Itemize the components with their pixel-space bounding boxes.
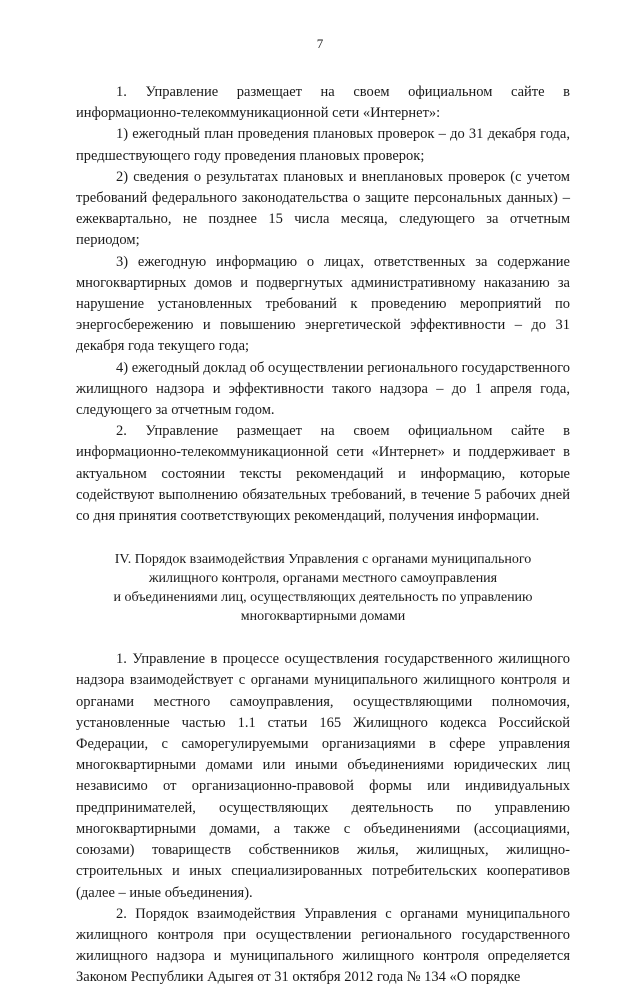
list-item: 3) ежегодную информацию о лицах, ответственных за содержание многоквартирных домов и подвергнутых административному наказанию за нарушение установленных требований к проведению мероприятий по энергосбережению и повышению энергетической эффективности – до 31 декабря года текущего года; [76,253,570,355]
heading-line: жилищного контроля, органами местного самоуправления [148,571,498,587]
list-item: 1) ежегодный план проведения плановых проверок – до 31 декабря года, предшествующего году проведения плановых проверок; [76,126,570,164]
paragraph: 2. Управление размещает на своем официальном сайте в информационно-телекоммуникационной сети «Интернет» и поддерживает в актуальном состоянии тексты рекомендаций и информацию, которые содействуют выполнению обязательных требований, в течение 5 рабочих дней со дня принятия соответствующих рекомендаций, получения информации. [76,423,570,525]
heading-line: IV. Порядок взаимодействия Управления с органами муниципального [114,552,532,568]
paragraph: 1. Управление размещает на своем официальном сайте в информационно-телекоммуникационной сети «Интернет»: [76,84,570,122]
heading-line: и объединениями лиц, осуществляющих деятельность по управлению [113,590,533,606]
heading-line: многоквартирными домами [240,609,406,625]
section-heading [76,550,570,626]
page-number: 7 [316,36,324,51]
paragraph: 1. Управление в процессе осуществления государственного жилищного надзора взаимодействует с органами муниципального жилищного контроля и органами местного самоуправления, осуществляющими полномочия, установленные частью 1.1 статьи 165 Жилищного кодекса Российской Федерации, с саморегулируемыми организациями в сфере управления многоквартирными домами или иными объединениями юридических лиц независимо от организационно-правовой формы или индивидуальных предпринимателей, осуществляющих деятельность по управлению многоквартирными домами, а также с объединениями (ассоциациями, союзами) товариществ собственников жилья, жилищных, жилищно-строительных и иных специализированных потребительских кооперативов (далее – иные объединения). [76,651,570,901]
paragraph: 2. Порядок взаимодействия Управления с органами муниципального жилищного контроля при осуществлении регионального государственного жилищного надзора и муниципального жилищного контроля определяется Законом Республики Адыгея от 31 октября 2012 года № 134 «О порядке [76,905,570,986]
list-item: 4) ежегодный доклад об осуществлении регионального государственного жилищного надзора и эффективности такого надзора – до 1 апреля года, следующего за отчетным годом. [76,359,570,419]
list-item: 2) сведения о результатах плановых и внеплановых проверок (с учетом требований федерального законодательства о защите персональных данных) – ежеквартально, не позднее 15 числа месяца, следующего за отчетным периодом; [76,168,570,249]
document-body [76,82,570,989]
